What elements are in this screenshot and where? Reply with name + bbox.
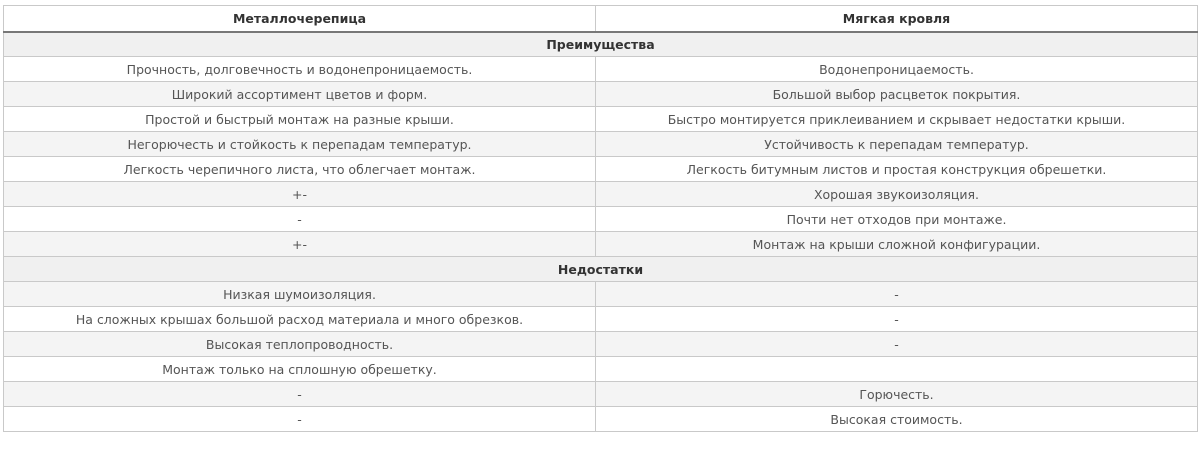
cell-metal: Простой и быстрый монтаж на разные крыши. — [4, 107, 596, 132]
table-body — [4, 32, 1198, 432]
table-row — [4, 132, 1198, 157]
cell-soft: Быстро монтируется приклеиванием и скрывает недостатки крыши. — [596, 107, 1198, 132]
table-row — [4, 232, 1198, 257]
table-row — [4, 107, 1198, 132]
cell-metal: +- — [4, 182, 596, 207]
cell-metal: Прочность, долговечность и водонепроницаемость. — [4, 57, 596, 82]
header-row — [4, 6, 1198, 32]
table-row — [4, 157, 1198, 182]
cell-soft: Легкость битумным листов и простая конструкция обрешетки. — [596, 157, 1198, 182]
cell-soft: - — [596, 332, 1198, 357]
cell-metal: На сложных крышах большой расход материала и много обрезков. — [4, 307, 596, 332]
table-row — [4, 57, 1198, 82]
cell-soft — [596, 357, 1198, 382]
table-row — [4, 357, 1198, 382]
cell-soft: Почти нет отходов при монтаже. — [596, 207, 1198, 232]
cell-metal: Монтаж только на сплошную обрешетку. — [4, 357, 596, 382]
table-row — [4, 282, 1198, 307]
header-metal-tile: Металлочерепица — [4, 6, 596, 32]
cell-soft: Большой выбор расцветок покрытия. — [596, 82, 1198, 107]
cell-metal: - — [4, 407, 596, 432]
table-row — [4, 82, 1198, 107]
header-soft-roof: Мягкая кровля — [596, 6, 1198, 32]
table-header — [4, 6, 1198, 32]
cell-metal: Легкость черепичного листа, что облегчает монтаж. — [4, 157, 596, 182]
table-row — [4, 332, 1198, 357]
cell-soft: Высокая стоимость. — [596, 407, 1198, 432]
section-title-advantages: Преимущества — [4, 32, 1198, 57]
cell-soft: - — [596, 282, 1198, 307]
comparison-table — [3, 5, 1198, 432]
table-row — [4, 182, 1198, 207]
section-row-disadvantages — [4, 257, 1198, 282]
cell-metal: +- — [4, 232, 596, 257]
cell-soft: Горючесть. — [596, 382, 1198, 407]
section-row-advantages — [4, 32, 1198, 57]
cell-metal: - — [4, 382, 596, 407]
cell-soft: Устойчивость к перепадам температур. — [596, 132, 1198, 157]
cell-metal: - — [4, 207, 596, 232]
cell-soft: Монтаж на крыши сложной конфигурации. — [596, 232, 1198, 257]
cell-soft: Хорошая звукоизоляция. — [596, 182, 1198, 207]
cell-metal: Широкий ассортимент цветов и форм. — [4, 82, 596, 107]
table-row — [4, 307, 1198, 332]
table-row — [4, 382, 1198, 407]
table-row — [4, 407, 1198, 432]
section-title-disadvantages: Недостатки — [4, 257, 1198, 282]
cell-metal: Низкая шумоизоляция. — [4, 282, 596, 307]
cell-soft: Водонепроницаемость. — [596, 57, 1198, 82]
cell-metal: Негорючесть и стойкость к перепадам температур. — [4, 132, 596, 157]
cell-metal: Высокая теплопроводность. — [4, 332, 596, 357]
table-row — [4, 207, 1198, 232]
cell-soft: - — [596, 307, 1198, 332]
